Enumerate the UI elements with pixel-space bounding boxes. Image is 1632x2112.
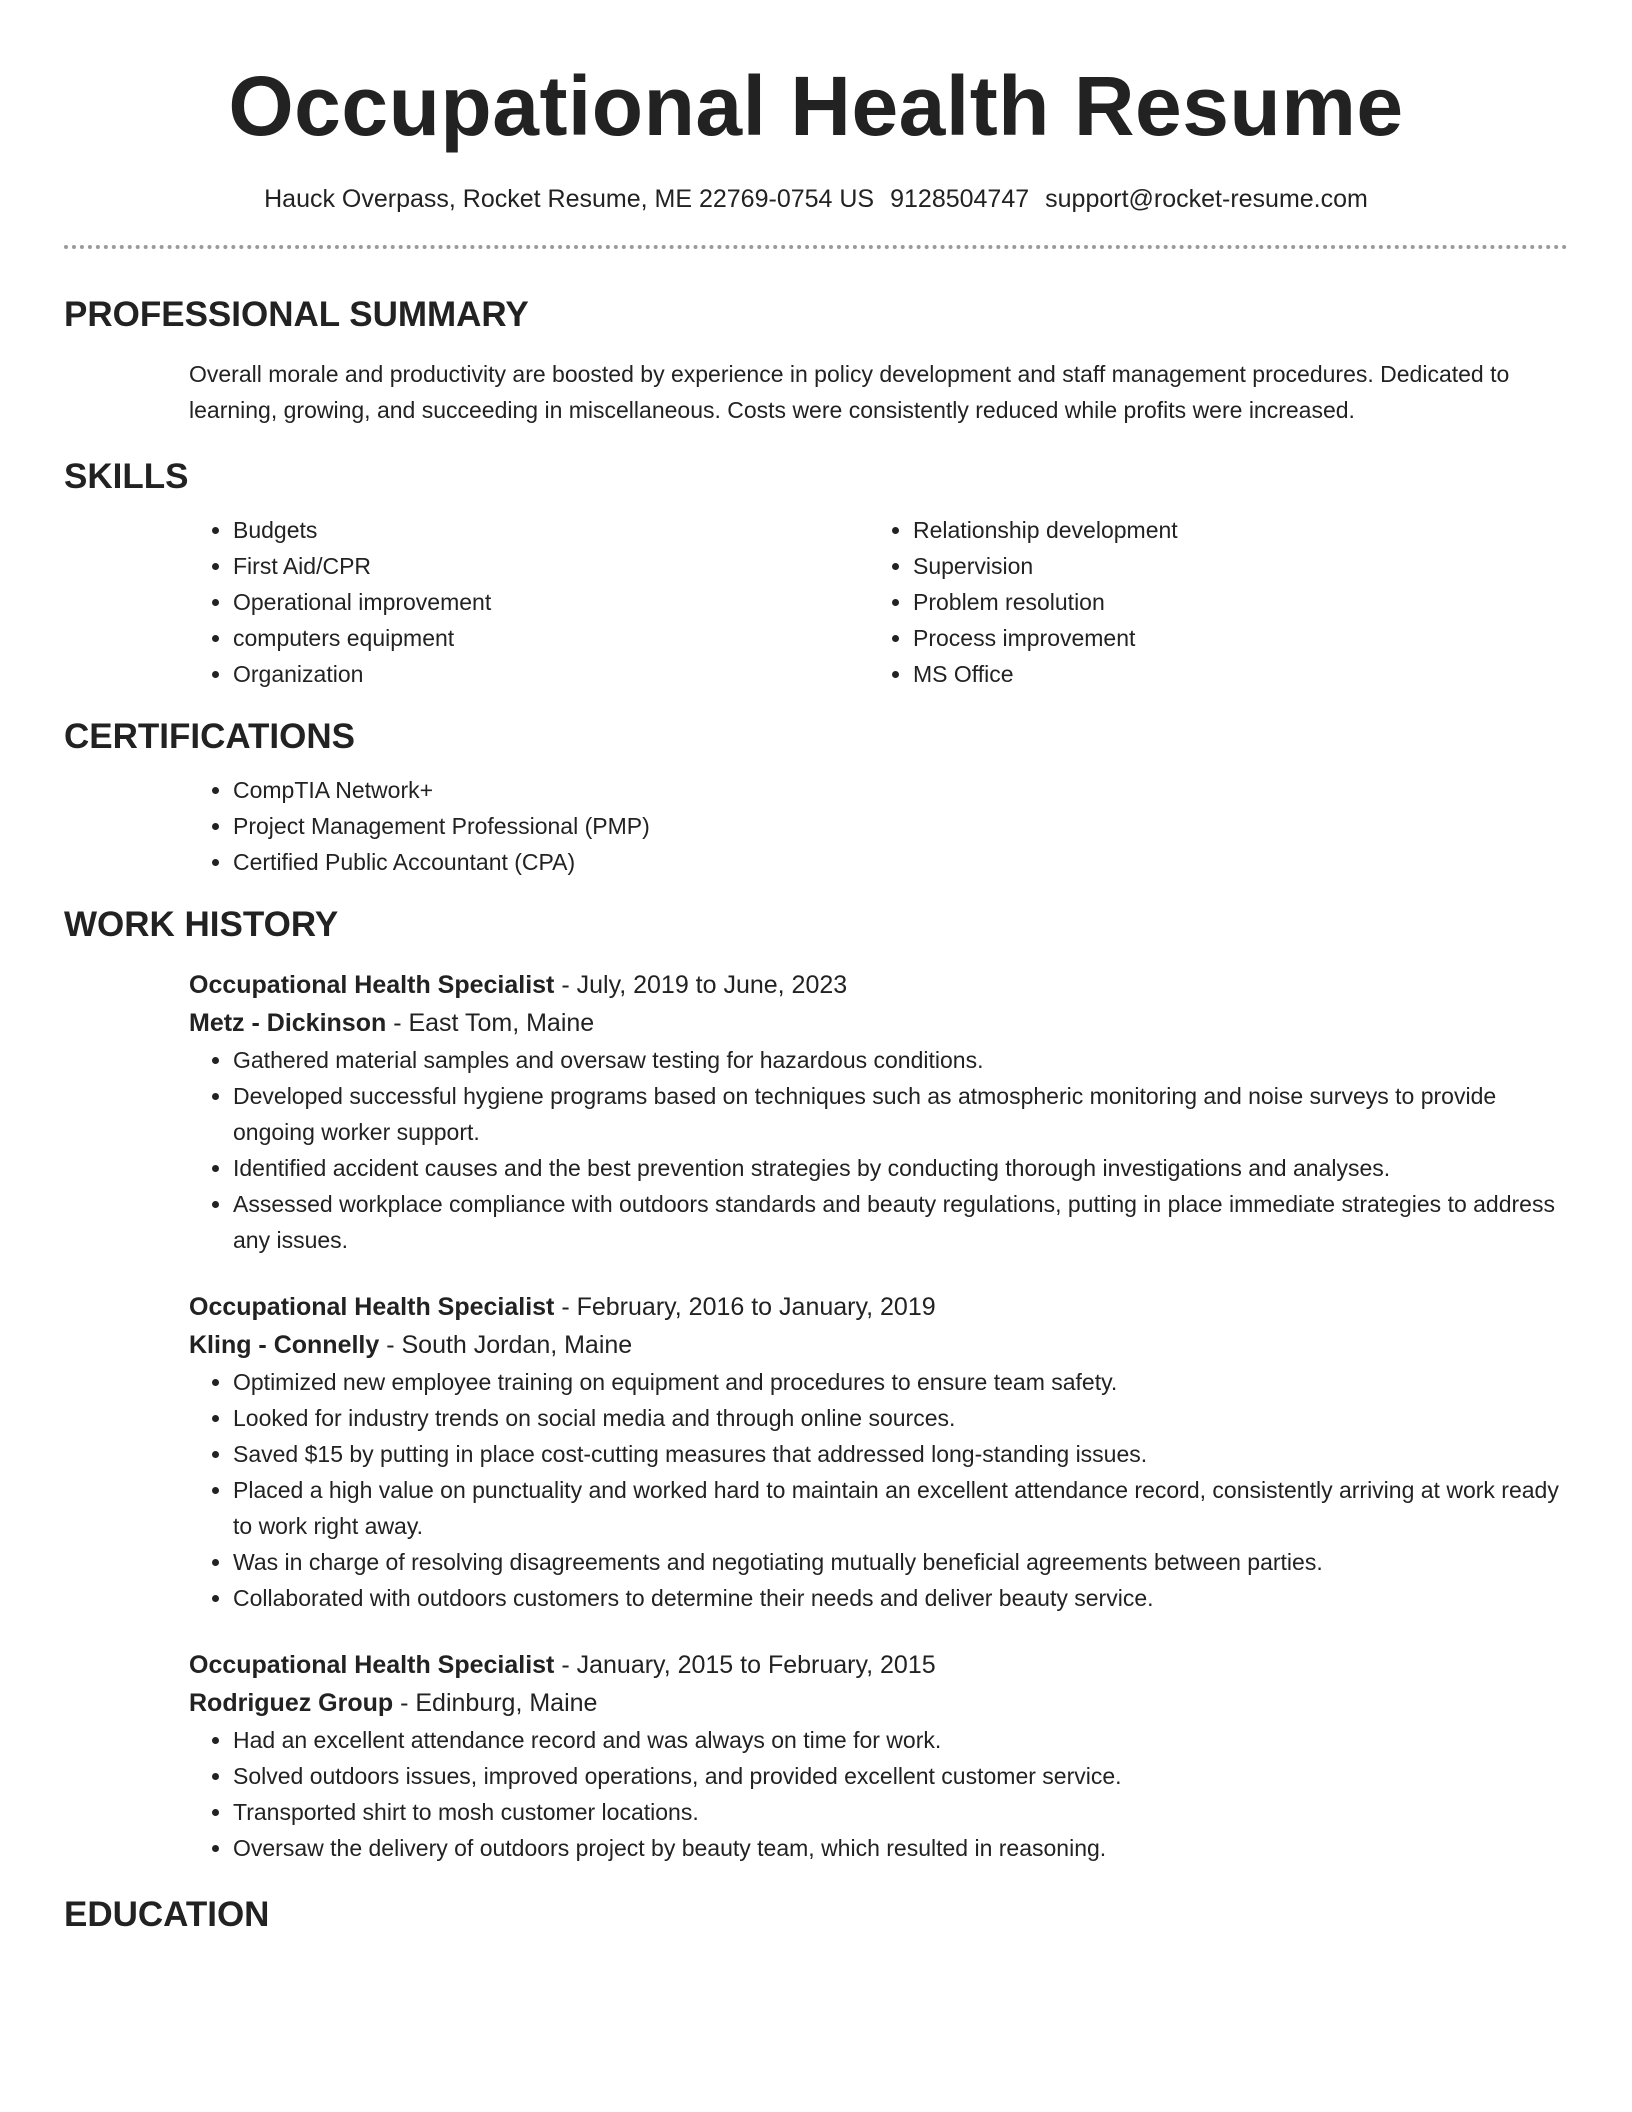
job-bullet: • Saved $15 by putting in place cost-cutting measures that addressed long-standing issues. xyxy=(233,1436,1568,1472)
job-bullets xyxy=(189,1722,1568,1866)
job-bullet: • Assessed workplace compliance with outdoors standards and beauty regulations, putting in place immediate strategies to address any issues. xyxy=(233,1186,1568,1258)
job-bullets xyxy=(189,1042,1568,1258)
job-entry xyxy=(189,1646,1568,1866)
certification-item: • Project Management Professional (PMP) xyxy=(233,808,1568,844)
skill-item: • computers equipment xyxy=(233,620,869,656)
contact-email: support@rocket-resume.com xyxy=(1045,185,1368,213)
job-title-line xyxy=(189,1646,1568,1684)
job-title-line xyxy=(189,1288,1568,1326)
job-location: - Edinburg, Maine xyxy=(393,1689,598,1717)
summary-text: Overall morale and productivity are boosted by experience in policy development and staff management procedures. Dedicated to learning, growing, and succeeding in miscellaneous. Costs were consistently reduced while profits were increased. xyxy=(189,361,1510,423)
job-entry xyxy=(189,966,1568,1258)
job-bullet: • Collaborated with outdoors customers to determine their needs and deliver beauty service. xyxy=(233,1580,1568,1616)
summary-heading: PROFESSIONAL SUMMARY xyxy=(64,295,529,334)
skill-item: • Relationship development xyxy=(913,512,1549,548)
contact-phone: 9128504747 xyxy=(890,185,1030,213)
job-bullet: • Oversaw the delivery of outdoors project by beauty team, which resulted in reasoning. xyxy=(233,1830,1568,1866)
job-bullet: • Was in charge of resolving disagreements and negotiating mutually beneficial agreements between parties. xyxy=(233,1544,1568,1580)
skill-item: • First Aid/CPR xyxy=(233,548,869,584)
skill-item: • Supervision xyxy=(913,548,1549,584)
job-company: Rodriguez Group xyxy=(189,1689,394,1717)
job-title: Occupational Health Specialist xyxy=(189,971,555,999)
resume-title: Occupational Health Resume xyxy=(228,59,1404,153)
skill-item: • Problem resolution xyxy=(913,584,1549,620)
job-bullet: • Looked for industry trends on social media and through online sources. xyxy=(233,1400,1568,1436)
certification-item: • Certified Public Accountant (CPA) xyxy=(233,844,1568,880)
skill-item: • Process improvement xyxy=(913,620,1549,656)
skills-grid xyxy=(189,512,1568,692)
job-bullet: • Placed a high value on punctuality and worked hard to maintain an excellent attendance record, consistently arriving at work ready to work right away. xyxy=(233,1472,1568,1544)
job-dates: - July, 2019 to June, 2023 xyxy=(554,971,848,999)
job-bullet: • Optimized new employee training on equipment and procedures to ensure team safety. xyxy=(233,1364,1568,1400)
job-title: Occupational Health Specialist xyxy=(189,1651,555,1679)
job-bullet: • Had an excellent attendance record and was always on time for work. xyxy=(233,1722,1568,1758)
skill-item: • Budgets xyxy=(233,512,869,548)
job-company-line xyxy=(189,1004,1568,1042)
job-dates: - February, 2016 to January, 2019 xyxy=(554,1293,936,1321)
header-divider xyxy=(64,245,1568,249)
job-title-line xyxy=(189,966,1568,1004)
certifications-heading: CERTIFICATIONS xyxy=(64,717,356,756)
job-bullet: • Gathered material samples and oversaw testing for hazardous conditions. xyxy=(233,1042,1568,1078)
contact-address: Hauck Overpass, Rocket Resume, ME 22769-0754 US xyxy=(264,185,875,213)
job-bullet: • Identified accident causes and the best prevention strategies by conducting thorough investigations and analyses. xyxy=(233,1150,1568,1186)
job-location: - South Jordan, Maine xyxy=(379,1331,633,1359)
skill-item: • MS Office xyxy=(913,656,1549,692)
skills-heading: SKILLS xyxy=(64,457,189,496)
job-company-line xyxy=(189,1326,1568,1364)
certification-item: • CompTIA Network+ xyxy=(233,772,1568,808)
job-entry xyxy=(189,1288,1568,1616)
resume-page xyxy=(64,0,1568,1936)
job-company: Metz - Dickinson xyxy=(189,1009,387,1037)
job-company: Kling - Connelly xyxy=(189,1331,380,1359)
work-history-heading: WORK HISTORY xyxy=(64,905,339,944)
skill-item: • Organization xyxy=(233,656,869,692)
contact-line xyxy=(64,185,1568,214)
job-title: Occupational Health Specialist xyxy=(189,1293,555,1321)
job-dates: - January, 2015 to February, 2015 xyxy=(554,1651,936,1679)
skills-column-right xyxy=(869,512,1549,692)
job-company-line xyxy=(189,1684,1568,1722)
skill-item: • Operational improvement xyxy=(233,584,869,620)
job-bullet: • Solved outdoors issues, improved operations, and provided excellent customer service. xyxy=(233,1758,1568,1794)
skills-column-left xyxy=(189,512,869,692)
job-bullet: • Developed successful hygiene programs based on techniques such as atmospheric monitoring and noise surveys to provide ongoing worker support. xyxy=(233,1078,1568,1150)
education-heading: EDUCATION xyxy=(64,1895,270,1934)
job-bullets xyxy=(189,1364,1568,1616)
certifications-list xyxy=(189,772,1568,880)
job-bullet: • Transported shirt to mosh customer locations. xyxy=(233,1794,1568,1830)
job-location: - East Tom, Maine xyxy=(386,1009,595,1037)
